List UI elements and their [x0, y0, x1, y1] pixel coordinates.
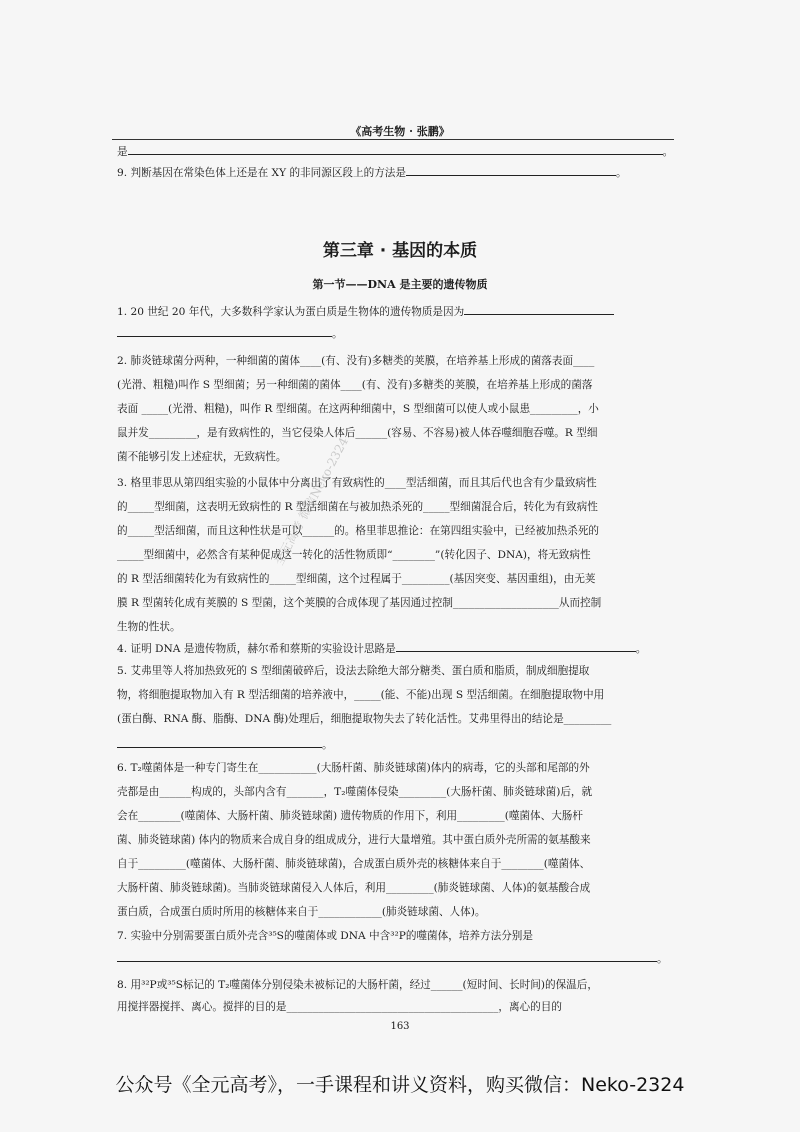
- question-6-line: 大肠杆菌、肺炎链球菌)。当肺炎链球菌侵入人体后，利用_________(肺炎链球菌、人体)的氨基酸合成: [117, 882, 591, 894]
- question-3-line: _____型细菌中，必然含有某种促成这一转化的活性物质即“________”(转化因子、DNA)，将无致病性: [117, 549, 591, 561]
- question-6-line: 会在________(噬菌体、大肠杆菌、肺炎链球菌) 遗传物质的作用下，利用_________(噬菌体、大肠杆: [117, 810, 583, 822]
- question-1: 1. 20 世纪 20 年代，大多数科学家认为蛋白质是生物体的遗传物质是因为: [117, 303, 677, 320]
- answer-blank: [396, 640, 636, 652]
- question-3-line: 生物的性状。: [117, 621, 181, 633]
- question-2-line: 菌不能够引发上述症状，无致病性。: [117, 451, 287, 463]
- question-8-line: 用搅拌器搅拌、离心。搅拌的目的是________________________________________，离心的目的: [117, 1001, 562, 1013]
- question-3-line: 的_____型活细菌，而且这种性状是可以______的。格里菲思推论：在第四组实验中，已经被加热杀死的: [117, 525, 600, 537]
- question-3-line: 的_____型细菌，这表明无致病性的 R 型活细菌在与被加热杀死的_____型细菌混合后，转化为有致病性: [117, 501, 598, 513]
- question-6-line: 壳都是由______构成的，头部内含有_______，T₂噬菌体侵染_________(大肠杆菌、肺炎链球菌)后，就: [117, 786, 593, 798]
- answer-blank: [406, 164, 616, 176]
- chapter-title: 第三章 · 基因的本质: [322, 241, 478, 261]
- answer-blank: [117, 325, 332, 337]
- answer-blank: [117, 950, 657, 962]
- question-2-line: 表面 _____(光滑、粗糙)，叫作 R 型细菌。在这两种细菌中，S 型细菌可以使人或小鼠患_________，小: [117, 403, 599, 415]
- page-number: 163: [390, 1021, 410, 1032]
- answer-blank: [128, 143, 663, 155]
- watermark: 全元高考 微信Neko-2324: [271, 435, 352, 568]
- question-4: 4. 证明 DNA 是遗传物质，赫尔希和蔡斯的实验设计思路是 。: [117, 640, 677, 657]
- question-6-line: 菌、肺炎链球菌) 体内的物质来合成自身的组成成分，进行大量增殖。其中蛋白质外壳所需的氨基酸来: [117, 834, 591, 846]
- question-6-line: 自于_________(噬菌体、大肠杆菌、肺炎链球菌)，合成蛋白质外壳的核糖体来自于________(噬菌体、: [117, 858, 591, 870]
- answer-blank: [117, 736, 322, 748]
- question-6-line: 蛋白质，合成蛋白质时所用的核糖体来自于____________(肺炎链球菌、人体)。: [117, 906, 486, 918]
- question-2-line: (光滑、粗糙)叫作 S 型细菌；另一种细菌的菌体____(有、没有)多糖类的荚膜，在培养基上形成的菌落: [117, 379, 593, 391]
- question-5-cont: 。: [117, 736, 677, 753]
- section-title: 第一节——DNA 是主要的遗传物质: [312, 278, 488, 291]
- question-3: 3. 格里菲思从第四组实验的小鼠体中分离出了有致病性的____型活细菌，而且其后代也含有少量致病性: [117, 477, 597, 489]
- question-3-line: 的 R 型活细菌转化为有致病性的_____型细菌，这个过程属于_________(基因突变、基因重组)，由无荚: [117, 573, 596, 585]
- question-5-line: 物，将细胞提取物加入有 R 型活细菌的培养液中，_____(能、不能)出现 S 型活细菌。在细胞提取物中用: [117, 689, 605, 701]
- question-5-line: (蛋白酶、RNA 酶、脂酶、DNA 酶)处理后，细胞提取物失去了转化活性。艾弗里得出的结论是_________: [117, 713, 612, 725]
- running-head: 《高考生物 · 张鹏》: [350, 125, 450, 138]
- question-5: 5. 艾弗里等人将加热致死的 S 型细菌破碎后，设法去除绝大部分糖类、蛋白质和脂质，制成细胞提取: [117, 665, 590, 677]
- question-6: 6. T₂噬菌体是一种专门寄生在___________(大肠杆菌、肺炎链球菌)体内的病毒，它的头部和尾部的外: [117, 762, 590, 774]
- question-7: 7. 实验中分别需要蛋白质外壳含³⁵S的噬菌体或 DNA 中含³²P的噬菌体，培养方法分别是: [117, 930, 533, 942]
- question-2-line: 鼠并发_________，是有致病性的，当它侵染人体后______(容易、不容易)被人体吞噬细胞吞噬。R 型细: [117, 427, 598, 439]
- question-7-answer: 。: [117, 950, 677, 967]
- continued-line: 是 。: [117, 143, 677, 160]
- question-1-cont: 。: [117, 325, 677, 342]
- answer-blank: [464, 303, 614, 315]
- header-rule: [112, 139, 674, 140]
- question-2: 2. 肺炎链球菌分两种，一种细菌的菌体____(有、没有)多糖类的荚膜，在培养基上形成的菌落表面____: [117, 355, 595, 367]
- question-9: 9. 判断基因在常染色体上还是在 XY 的非同源区段上的方法是 。: [117, 164, 677, 181]
- footer-banner: 公众号《全元高考》，一手课程和讲义资料，购买微信：Neko-2324: [115, 1074, 685, 1096]
- question-3-line: 膜 R 型菌转化成有荚膜的 S 型菌，这个荚膜的合成体现了基因通过控制____________________从而控制: [117, 597, 602, 609]
- question-8: 8. 用³²P或³⁵S标记的 T₂噬菌体分别侵染未被标记的大肠杆菌，经过______(短时间、长时间)的保温后，: [117, 979, 598, 991]
